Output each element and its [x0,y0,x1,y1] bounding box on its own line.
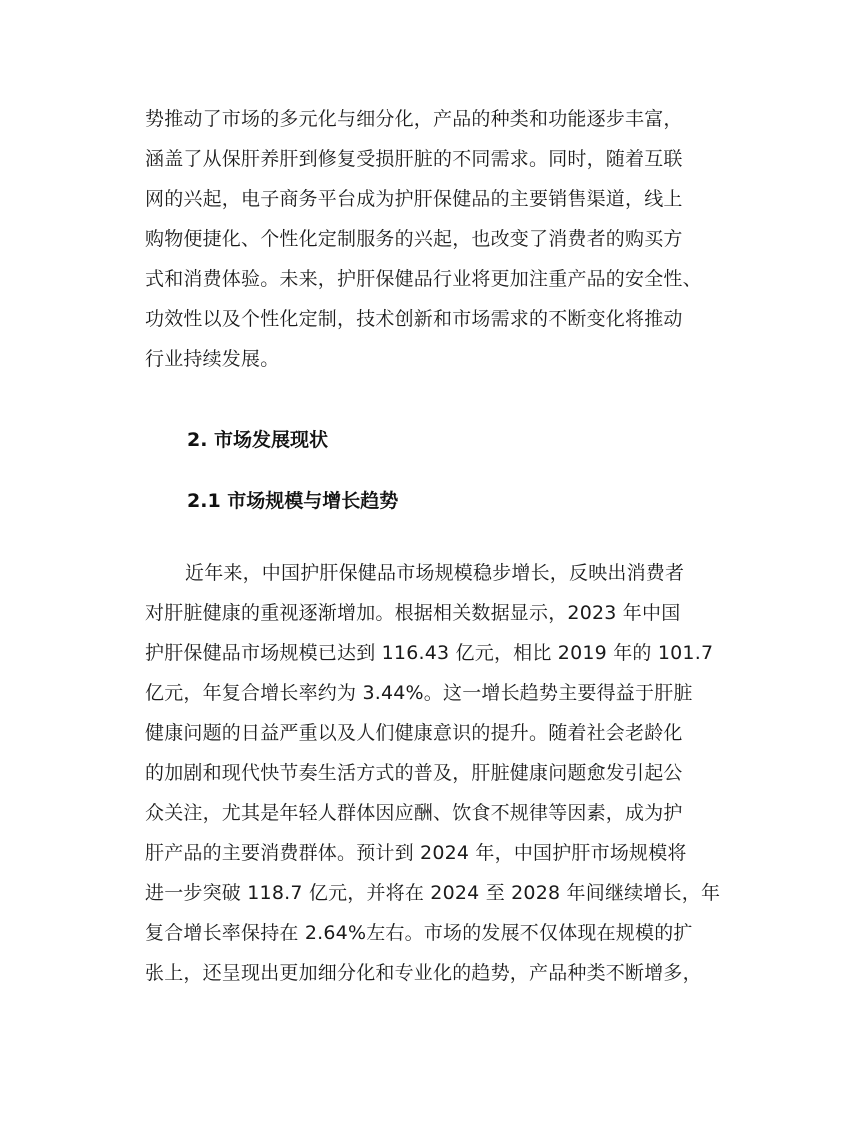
body-line: 肝产品的主要消费群体。预计到 2024 年，中国护肝市场规模将 [145,842,687,864]
body-line: 对肝脏健康的重视逐渐增加。根据相关数据显示，2023 年中国 [145,602,681,624]
body-line: 进一步突破 118.7 亿元，并将在 2024 至 2028 年间继续增长，年 [145,882,721,904]
intro-line: 势推动了市场的多元化与细分化，产品的种类和功能逐步丰富， [145,108,683,130]
intro-line: 式和消费体验。未来，护肝保健品行业将更加注重产品的安全性、 [145,268,702,290]
intro-line: 涵盖了从保肝养肝到修复受损肝脏的不同需求。同时，随着互联 [145,148,683,170]
intro-line: 购物便捷化、个性化定制服务的兴起，也改变了消费者的购买方 [145,228,683,250]
body-line: 护肝保健品市场规模已达到 116.43 亿元，相比 2019 年的 101.7 [145,642,714,664]
body-line: 众关注，尤其是年轻人群体因应酬、饮食不规律等因素，成为护 [145,802,683,824]
body-line: 的加剧和现代快节奏生活方式的普及，肝脏健康问题愈发引起公 [145,762,683,784]
body-line: 近年来，中国护肝保健品市场规模稳步增长，反映出消费者 [185,562,685,584]
intro-line: 功效性以及个性化定制，技术创新和市场需求的不断变化将推动 [145,308,683,330]
body-line: 健康问题的日益严重以及人们健康意识的提升。随着社会老龄化 [145,722,683,744]
section-heading: 2. 市场发展现状 [187,429,329,451]
body-line: 亿元，年复合增长率约为 3.44%。这一增长趋势主要得益于肝脏 [145,682,693,704]
subsection-heading: 2.1 市场规模与增长趋势 [187,490,399,512]
intro-line: 网的兴起，电子商务平台成为护肝保健品的主要销售渠道，线上 [145,188,683,210]
body-line: 复合增长率保持在 2.64%左右。市场的发展不仅体现在规模的扩 [145,922,693,944]
intro-line: 行业持续发展。 [145,348,280,370]
body-line: 张上，还呈现出更加细分化和专业化的趋势，产品种类不断增多， [145,962,702,984]
